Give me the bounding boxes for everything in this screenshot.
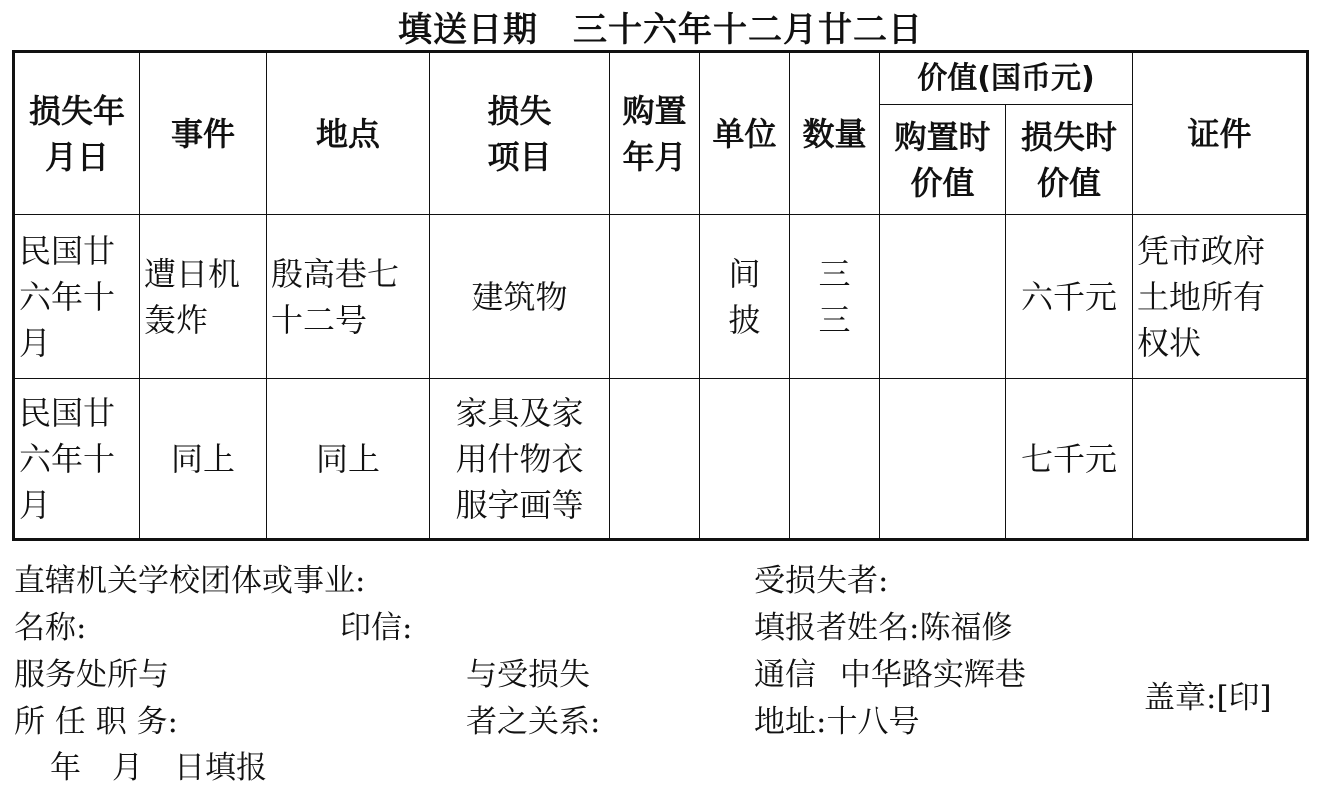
table-row	[14, 215, 1308, 379]
header-evidence: 证件	[1133, 52, 1308, 215]
reporter-label: 填报者姓名:	[754, 610, 920, 646]
cell-value-loss: 六千元	[1006, 215, 1133, 379]
cell-value-loss: 七千元	[1006, 379, 1133, 540]
header-loss-item: 损失 项目	[430, 52, 610, 215]
reporter-name: 陈福修	[919, 610, 1013, 646]
header-value-group: 价值(国币元)	[880, 52, 1133, 105]
cell-loss-date: 民国廿 六年十 月	[14, 215, 140, 379]
cell-value-purchase	[880, 379, 1006, 540]
header-event: 事件	[140, 52, 267, 215]
header-loss-date: 损失年 月日	[14, 52, 140, 215]
contact-field	[754, 649, 1026, 694]
victim-label: 受损失者:	[754, 563, 889, 599]
loss-report-table	[12, 50, 1309, 541]
form-title: 填送日期 三十六年十二月廿二日	[398, 10, 923, 50]
name-label: 名称:	[14, 610, 87, 646]
address-value: 十八号	[826, 704, 920, 740]
reporter-field	[754, 602, 1012, 647]
cell-place: 同上	[267, 379, 430, 540]
cell-unit: 间 披	[700, 215, 790, 379]
seal-label: 印信:	[340, 610, 413, 646]
service-label-1: 服务处所与	[14, 657, 169, 693]
report-date-line: 年 月 日填报	[50, 750, 267, 786]
cell-evidence	[1133, 379, 1308, 540]
stamp-label: 盖章:[印]	[1144, 680, 1272, 716]
header-place: 地点	[267, 52, 430, 215]
org-label: 直辖机关学校团体或事业:	[14, 563, 366, 599]
cell-loss-date: 民国廿 六年十 月	[14, 379, 140, 540]
service-label-2: 所 任 职 务:	[14, 704, 179, 740]
cell-evidence: 凭市政府 土地所有 权状	[1133, 215, 1308, 379]
cell-quantity: 三 三	[790, 215, 880, 379]
address-field	[754, 696, 919, 741]
header-value-loss: 损失时 价值	[1006, 105, 1133, 215]
header-unit: 单位	[700, 52, 790, 215]
address-label: 地址:	[754, 704, 827, 740]
cell-purchase-date	[610, 215, 700, 379]
cell-loss-item: 家具及家 用什物衣 服字画等	[430, 379, 610, 540]
cell-unit	[700, 379, 790, 540]
cell-loss-item: 建筑物	[430, 215, 610, 379]
cell-purchase-date	[610, 379, 700, 540]
header-value-purchase: 购置时 价值	[880, 105, 1006, 215]
contact-label: 通信	[754, 657, 816, 693]
cell-value-purchase	[880, 215, 1006, 379]
cell-event: 遭日机 轰炸	[140, 215, 267, 379]
cell-place: 殷高巷七 十二号	[267, 215, 430, 379]
cell-quantity	[790, 379, 880, 540]
relation-label-1: 与受损失	[466, 657, 590, 693]
contact-value: 中华路实辉巷	[839, 657, 1026, 693]
table-row	[14, 379, 1308, 540]
header-quantity: 数量	[790, 52, 880, 215]
cell-event: 同上	[140, 379, 267, 540]
relation-label-2: 者之关系:	[466, 704, 601, 740]
header-purchase-date: 购置 年月	[610, 52, 700, 215]
